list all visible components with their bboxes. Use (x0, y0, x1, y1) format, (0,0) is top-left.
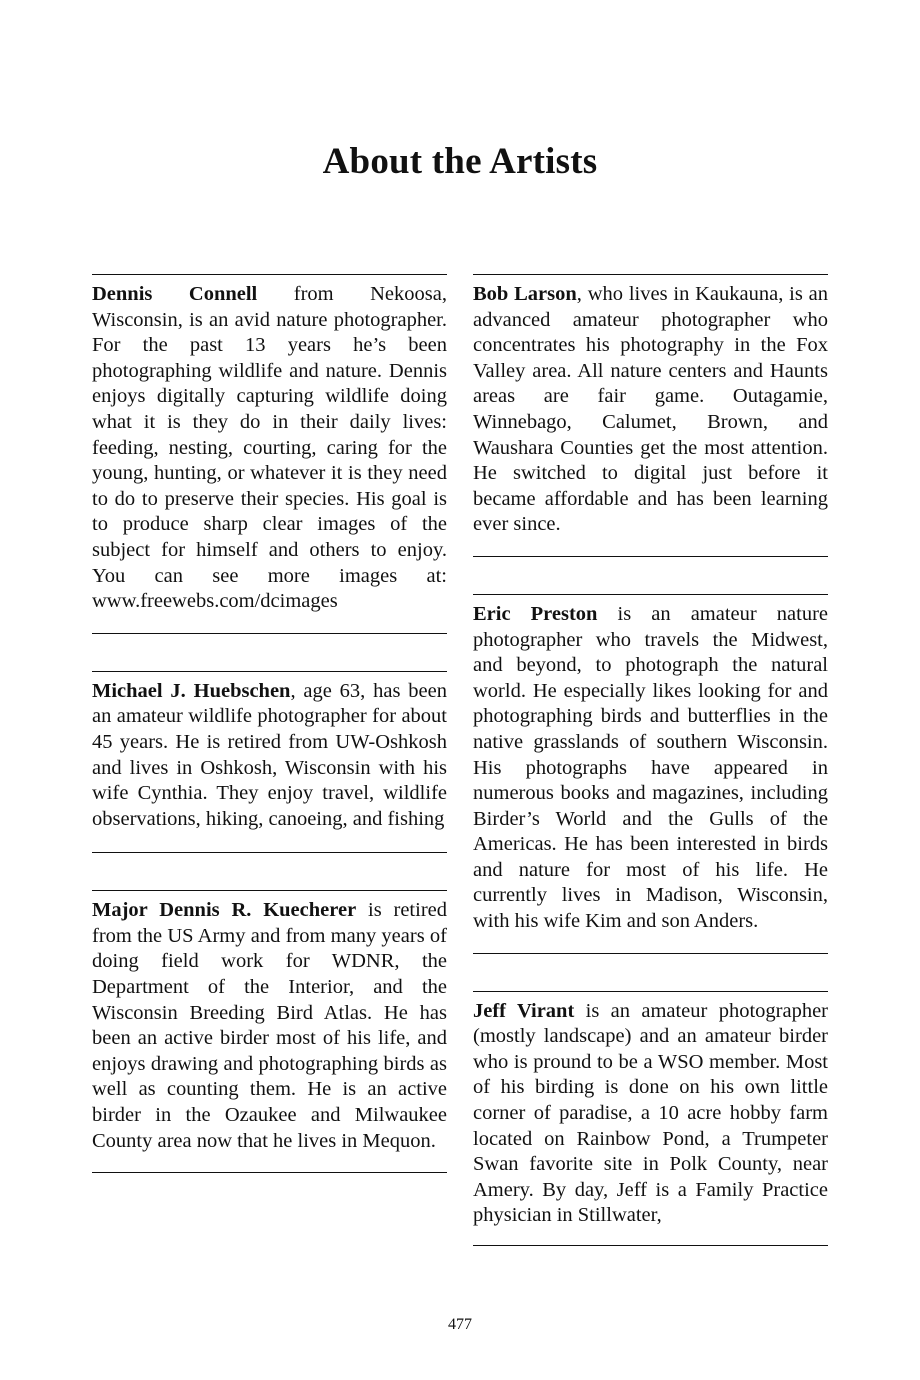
artist-name: Major Dennis R. Kuecherer (92, 899, 357, 922)
bottom-rule (92, 633, 447, 634)
bottom-rule (473, 953, 828, 954)
bio-entry (473, 991, 828, 1246)
bio-text: is retired from the US Army and from many years of doing field work for WDNR, the Department of the Interior, and the Wisconsin Breeding Bird Atlas. He has been an active birder most of his life, and enjoys drawing and photographing birds as well as counting them. He is an active birder in the Ozaukee and Milwaukee County area now that he lives in Mequon. (92, 899, 447, 1152)
top-rule (473, 594, 828, 595)
top-rule (92, 890, 447, 891)
bio-paragraph (92, 282, 447, 615)
top-rule (473, 991, 828, 992)
bio-paragraph (473, 999, 828, 1229)
bottom-rule (92, 852, 447, 853)
bottom-rule (92, 1172, 447, 1173)
bio-entry (92, 890, 447, 1173)
bio-entry (473, 274, 828, 557)
bio-entry (473, 594, 828, 954)
artist-name: Michael J. Huebschen (92, 679, 291, 702)
top-rule (92, 274, 447, 275)
bio-paragraph (473, 602, 828, 935)
bio-paragraph (92, 898, 447, 1154)
bio-text: , who lives in Kaukauna, is an advanced amateur photographer who concentrates his photography in the Fox Valley area. All nature centers and Haunts areas are fair game. Outagamie, Winnebago, Calumet, Brown, and Waushara Counties get the most attention. He switched to digital just before it became affordable and has been learning ever since. (473, 283, 828, 536)
page-title: About the Artists (322, 141, 598, 182)
right-column (473, 274, 828, 1246)
bio-text: is an amateur nature photographer who travels the Midwest, and beyond, to photograph the natural world. He especially likes looking for and photographing birds and butterflies in the native grasslands of southern Wisconsin. His photographs have appeared in numerous books and magazines, including Birder’s World and the Gulls of the Americas. He has been interested in birds and nature for most of his life. He currently lives in Madison, Wisconsin, with his wife Kim and son Anders. (473, 602, 828, 933)
page-number: 477 (448, 1316, 472, 1333)
bio-entry (92, 274, 447, 634)
left-column (92, 274, 447, 1173)
bio-text: is an amateur photographer (mostly landscape) and an amateur birder who is pround to be a WSO member. Most of his birding is done on his own little corner of paradise, a 10 acre hobby farm located on Rainbow Pond, a Trumpeter Swan favorite site in Polk County, near Amery. By day, Jeff is a Family Practice physician in Stillwater, (473, 999, 828, 1227)
bio-text: from Nekoosa, Wisconsin, is an avid nature photographer. For the past 13 years he’s been photographing wildlife and nature. Dennis enjoys digitally capturing wildlife doing what it is they do in their daily lives: feeding, nesting, courting, caring for the young, hunting, or whatever it is they need to do to preserve their species. His goal is to produce sharp clear images of the subject for himself and others to enjoy. You can see more images at: www.freewebs.com/dcimages (92, 283, 447, 613)
artist-name: Bob Larson (473, 283, 577, 305)
bio-paragraph (473, 282, 828, 538)
bottom-rule (473, 1245, 828, 1246)
top-rule (92, 671, 447, 672)
bio-text: , age 63, has been an amateur wildlife photographer for about 45 years. He is retired from UW-Oshkosh and lives in Oshkosh, Wisconsin with his wife Cynthia. They enjoy travel, wildlife observations, hiking, canoeing, and fishing (92, 679, 447, 830)
bottom-rule (473, 556, 828, 557)
top-rule (473, 274, 828, 275)
bio-paragraph (92, 679, 447, 833)
artist-name: Dennis Connell (92, 283, 258, 305)
artist-name: Eric Preston (473, 602, 598, 625)
artist-name: Jeff Virant (473, 999, 575, 1022)
bio-entry (92, 671, 447, 854)
